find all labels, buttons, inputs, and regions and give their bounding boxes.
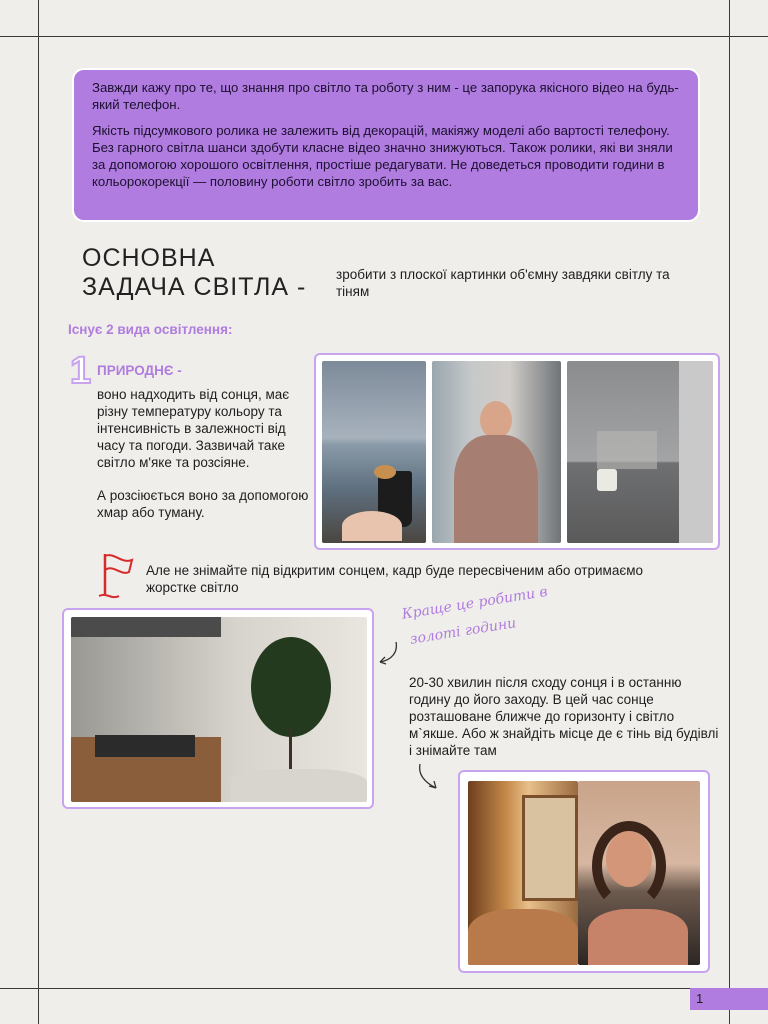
top-guide-line — [0, 36, 768, 37]
number-one-badge: 1 — [70, 350, 92, 392]
plant-shape — [251, 637, 331, 737]
handwritten-line-2: золоті години — [408, 615, 518, 648]
page-number: 1 — [690, 988, 768, 1010]
heading-line-1: ОСНОВНА — [82, 244, 216, 272]
window-shape — [522, 795, 578, 901]
photo-woman-sunset — [578, 781, 700, 965]
hair-shape — [592, 821, 666, 911]
red-flag-icon — [97, 550, 137, 602]
natural-light-text-2: А розсіюється воно за допомогою хмар або туману. — [97, 488, 309, 520]
photo-woman-pink-suit — [432, 361, 561, 543]
window-light-shape — [679, 361, 713, 543]
face-shape — [480, 401, 512, 439]
sink-shape — [95, 735, 195, 757]
photo-sea-coffee — [322, 361, 426, 543]
intro-callout — [72, 68, 700, 222]
heading-line-2: ЗАДАЧА СВІТЛА - — [82, 273, 307, 301]
hand-shape — [342, 511, 402, 541]
pink-suit-shape — [454, 435, 538, 543]
golden-hour-photos-frame — [458, 770, 710, 973]
bottom-guide-line — [0, 988, 768, 989]
left-guide-line — [38, 0, 39, 1024]
lighting-types-label: Існує 2 вида освітлення: — [68, 322, 233, 337]
natural-light-text-1: воно надходить від сонця, має різну температуру кольору та інтенсивність в залежності від часу та погоди. Зазвичай таке світло м'яке та розсіяне. — [97, 387, 290, 470]
croissant-shape — [374, 465, 396, 479]
kitchen-photo-frame — [62, 608, 374, 809]
natural-light-photos-frame — [314, 353, 720, 550]
warning-text: Але не знімайте під відкритим сонцем, кадр буде пересвіченим або отримаємо жорстке світло — [146, 563, 644, 595]
bed-shape — [468, 909, 578, 965]
section-heading — [82, 244, 306, 302]
shoulders-shape — [588, 909, 688, 965]
intro-paragraph-1: Завжди кажу про те, що знання про світло та роботу з ним - це запорука якісного відео на будь-який телефон. — [92, 80, 679, 112]
photo-kitchen-plant — [71, 617, 367, 802]
natural-light-description — [97, 386, 313, 537]
photo-empty-room-chair — [567, 361, 713, 543]
bedding-shape — [231, 769, 367, 802]
photo-golden-window-room — [468, 781, 578, 965]
curved-arrow-down-icon — [416, 762, 440, 792]
intro-paragraph-2: Якість підсумкового ролика не залежить від декорацій, макіяжу моделі або вартості телефону. Без гарного світла шанси здобути класне відео значно знижуються. Також ролики, які ви зняли за допомогою хорошого освітлення, простіше редагувати. Не доведеться проводити години в кольорокорекції — половину роботи світло зробить за вас. — [92, 123, 673, 189]
golden-hour-description: 20-30 хвилин після сходу сонця і в останню годину до його заходу. В цей час сонце розташоване ближче до горизонту і світло м`якше. Або ж знайдіть місце де є тінь від будівлі і знімайте там — [409, 675, 719, 758]
right-guide-line — [729, 0, 730, 1024]
curved-arrow-icon — [376, 640, 400, 666]
sun-patch-shape — [597, 431, 657, 469]
chair-shape — [597, 469, 617, 491]
natural-light-title: ПРИРОДНЄ - — [97, 363, 182, 378]
cabinet-shape — [71, 617, 221, 637]
handwritten-line-1: Краще це робити в — [400, 583, 549, 623]
heading-continuation: зробити з плоскої картинки об'ємну завдяки світлу та тіням — [336, 267, 670, 299]
